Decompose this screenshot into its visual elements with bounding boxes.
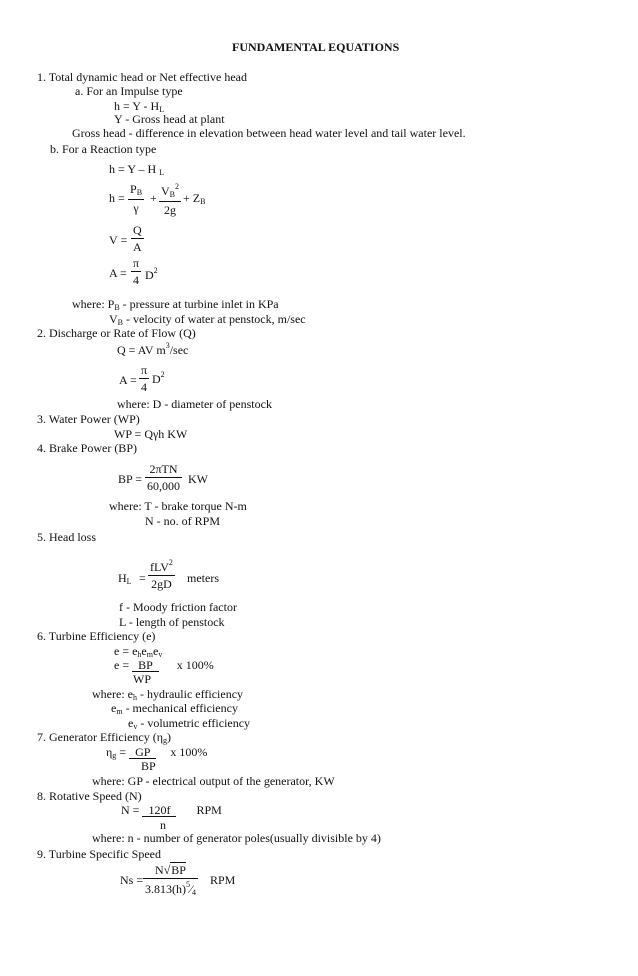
section-8-heading: 8. Rotative Speed (N) [37,789,142,803]
plus-sign: + [150,191,157,205]
pressure-fraction: $\frac{P_B}{\gamma}$ [130,182,143,215]
page-title: FUNDAMENTAL EQUATIONS [232,40,400,54]
head-loss-equals: = [139,571,146,585]
head-loss-fraction: fLV$^2$ 2gD [150,558,173,591]
generator-efficiency-ratio: $\eta_g$ = GP x 100% [106,745,208,760]
where-pressure: where: $P_B$ - pressure at turbine inlet in KPa [72,297,279,312]
penstock-length-def: L - length of penstock [119,615,225,629]
discharge-d-squared: $D^2$ [152,370,165,386]
impulse-equation: $h = Y - H_L$ [114,99,165,114]
area-d-squared: $D^2$ [145,266,158,282]
discharge-area-lhs: A = [119,373,137,387]
friction-factor-def: f - Moody friction factor [119,600,237,614]
discharge-equation: Q = AV $m^3/\sec$ [117,341,189,357]
gross-head-description: Gross head - difference in elevation between head water level and tail water level. [72,126,466,140]
brake-power-fraction: 2πTN 60,000 [147,462,180,493]
section-9-heading: 9. Turbine Specific Speed [37,847,161,861]
section-4-heading: 4. Brake Power (BP) [37,441,137,455]
velocity-fraction: $\frac{V_B^2}{2g}$ [161,182,180,217]
efficiency-product: $e = e_he_me_v$ [114,644,163,659]
section-5-heading: 5. Head loss [37,530,96,544]
where-hydraulic: where: $e_h$ - hydraulic efficiency [92,687,244,702]
rotative-speed-equation: N = 120f RPM [121,803,222,817]
where-mechanical: $e_m$ - mechanical efficiency [111,701,238,716]
where-velocity: $V_B$ - velocity of water at penstock, m/sec [109,312,306,327]
velocity-q-over-a: $\frac{Q}{A}$ [133,223,142,254]
specific-speed-fraction: $\frac{N√BP}{3.813(h)^5⁄_4}$ [145,863,197,897]
generator-efficiency-denominator: BP [141,759,156,773]
where-diameter: where: D - diameter of penstock [117,397,272,411]
brake-power-lhs: BP = [118,472,142,486]
head-loss-lhs: $H_L$ [118,571,132,586]
efficiency-ratio: e = BP x 100% [114,658,214,672]
area-pi-fraction: $\frac{\pi}{4}$ [133,256,140,287]
water-power-equation: WP = Qγh KW [114,427,188,441]
velocity-lhs: V = [109,233,128,247]
discharge-pi-fraction: $\frac{\pi}{4}$ [141,363,148,394]
section-1-heading: 1. Total dynamic head or Net effective head [37,70,247,84]
bernoulli-lhs: h = [109,191,125,205]
where-poles: where: n - number of generator poles(usually divisible by 4) [92,831,381,845]
where-generator-output: where: GP - electrical output of the generator, KW [92,774,335,788]
impulse-type-label: a. For an Impulse type [75,84,183,98]
reaction-equation: h = Y – H $_L$ [109,162,165,177]
section-7-heading: 7. Generator Efficiency $(\eta_g)$ [37,730,171,745]
where-rpm: N - no. of RPM [145,514,221,528]
elevation-term: + $Z_B$ [183,191,206,206]
where-torque: where: T - brake torque N-m [109,499,247,513]
rotative-speed-denominator: n [160,818,166,832]
specific-speed-unit: RPM [210,873,236,887]
section-2-heading: 2. Discharge or Rate of Flow (Q) [37,326,196,340]
head-loss-unit: meters [187,571,219,585]
area-lhs: A = [109,266,127,280]
efficiency-denominator: WP [133,672,151,686]
gross-head-def: Y - Gross head at plant [114,112,225,126]
section-6-heading: 6. Turbine Efficiency (e) [37,629,156,643]
specific-speed-lhs: Ns = [120,873,144,887]
brake-power-unit: KW [188,472,208,486]
section-3-heading: 3. Water Power (WP) [37,412,140,426]
where-volumetric: $e_v$ - volumetric efficiency [128,716,251,731]
reaction-type-label: b. For a Reaction type [50,142,157,156]
